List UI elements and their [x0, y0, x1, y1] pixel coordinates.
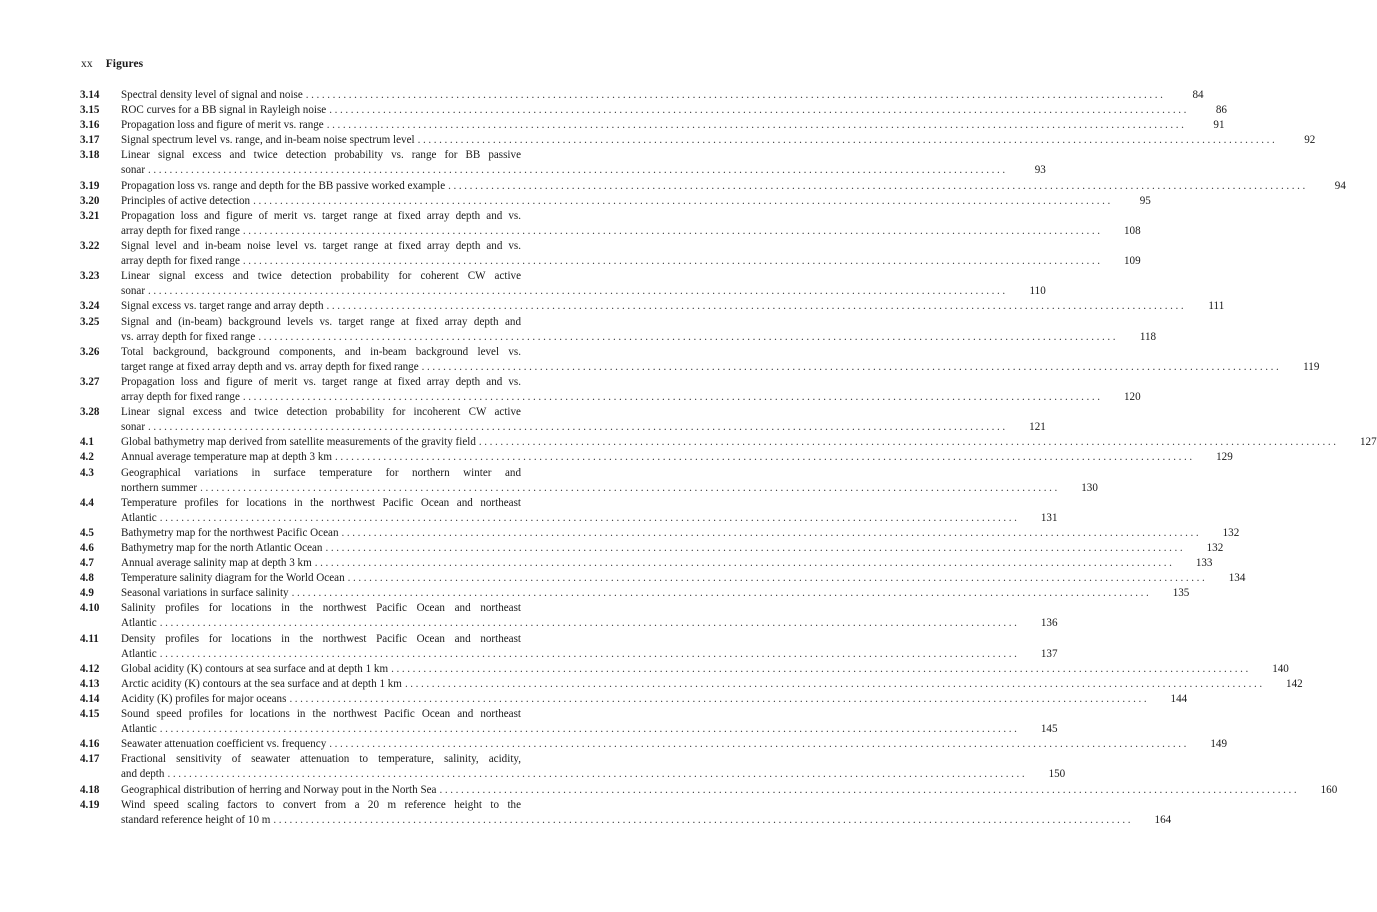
- caption-line: Signal and (in-beam) background levels vs. target range at fixed array depth and: [121, 315, 521, 328]
- figure-caption: [121, 601, 1058, 631]
- figure-number: 4.4: [80, 496, 94, 509]
- caption-line: Acidity (K) profiles for major oceans: [121, 693, 287, 705]
- caption-last-line: [121, 133, 1316, 148]
- figure-number: 3.20: [80, 194, 100, 207]
- caption-last-line: [121, 88, 1204, 103]
- dot-leader: ................................................................................................................................................................: [289, 693, 1150, 705]
- dot-leader: ................................................................................................................................................................: [200, 481, 1060, 494]
- page-number: 145: [1040, 723, 1058, 736]
- caption-last-line: [121, 481, 1098, 496]
- dot-leader: ................................................................................................................................................................: [335, 451, 1195, 464]
- page-number: 129: [1216, 451, 1233, 464]
- figure-number: 3.24: [80, 300, 100, 313]
- page-number: 137: [1040, 647, 1058, 660]
- dot-leader: ................................................................................................................................................................: [242, 390, 1103, 403]
- caption-last-line: [121, 616, 1058, 631]
- caption-line: Linear signal excess and twice detection probability for incoherent CW active: [121, 406, 521, 419]
- caption-last-line: [121, 662, 1289, 677]
- caption-line: Seasonal variations in surface salinity: [121, 587, 289, 600]
- figure-caption: [121, 209, 1141, 239]
- page-number: 134: [1228, 572, 1246, 585]
- figure-number: 4.11: [80, 632, 99, 645]
- dot-leader: ................................................................................................................................................................: [253, 194, 1113, 207]
- figure-number: 3.21: [80, 209, 100, 222]
- caption-last-line: [121, 254, 1141, 269]
- figure-number: 4.13: [80, 677, 100, 690]
- caption-line: Arctic acidity (K) contours at the sea surface and at depth 1 km: [121, 677, 402, 690]
- caption-line: Seawater attenuation coefficient vs. frequency: [121, 738, 327, 751]
- caption-last-line: [121, 541, 1224, 556]
- figure-number: 3.17: [80, 134, 100, 147]
- figure-caption: [121, 632, 1058, 662]
- caption-line: Temperature salinity diagram for the World Ocean: [121, 572, 345, 585]
- figure-caption: [121, 148, 1046, 178]
- caption-line: vs. array depth for fixed range: [121, 330, 256, 343]
- page-number: 133: [1195, 557, 1213, 570]
- figure-number: 4.9: [80, 587, 94, 600]
- dot-leader: ................................................................................................................................................................: [305, 89, 1166, 101]
- figure-number: 3.28: [80, 406, 100, 419]
- figure-number: 4.1: [80, 436, 94, 449]
- caption-last-line: [121, 284, 1046, 299]
- caption-line: Propagation loss and figure of merit vs. range: [121, 119, 324, 132]
- figure-caption: [121, 752, 1066, 782]
- caption-last-line: [121, 118, 1225, 133]
- dot-leader: ................................................................................................................................................................: [326, 300, 1187, 313]
- dot-leader: ................................................................................................................................................................: [439, 783, 1300, 796]
- figure-number: 3.18: [80, 149, 100, 162]
- dot-leader: ................................................................................................................................................................: [242, 255, 1103, 268]
- figure-number: 3.26: [80, 345, 100, 358]
- figure-number: 3.27: [80, 375, 100, 388]
- figure-caption: [121, 783, 1338, 798]
- page-number: 110: [1029, 285, 1046, 298]
- dot-leader: ................................................................................................................................................................: [341, 526, 1202, 539]
- caption-last-line: [121, 767, 1066, 782]
- figure-caption: [121, 88, 1204, 103]
- caption-last-line: [121, 450, 1233, 465]
- figure-caption: [121, 677, 1303, 692]
- caption-line: Signal spectrum level vs. range, and in-beam noise spectrum level: [121, 134, 415, 147]
- page-number: 111: [1208, 300, 1225, 313]
- page-number: 136: [1040, 617, 1058, 630]
- page-number: 160: [1320, 783, 1338, 796]
- figure-caption: [121, 269, 1046, 299]
- caption-last-line: [121, 556, 1213, 571]
- figure-caption: [121, 586, 1190, 601]
- dot-leader: ................................................................................................................................................................: [391, 662, 1251, 675]
- caption-last-line: [121, 330, 1157, 345]
- caption-line: Principles of active detection: [121, 194, 251, 207]
- figure-number: 3.23: [80, 270, 100, 283]
- caption-last-line: [121, 737, 1227, 752]
- dot-leader: ................................................................................................................................................................: [159, 647, 1020, 660]
- page-number: 119: [1303, 360, 1320, 373]
- page-number: 108: [1124, 224, 1141, 237]
- page-number: 135: [1172, 587, 1190, 600]
- caption-line: Geographical distribution of herring and Norway pout in the North Sea: [121, 783, 437, 796]
- page-number: 150: [1048, 768, 1066, 781]
- caption-last-line: [121, 677, 1303, 692]
- caption-line: array depth for fixed range: [121, 255, 240, 268]
- dot-leader: ................................................................................................................................................................: [258, 330, 1119, 343]
- caption-line: Sound speed profiles for locations in the northwest Pacific Ocean and northeast: [121, 708, 521, 721]
- caption-last-line: [121, 420, 1046, 435]
- page-number: 92: [1304, 134, 1316, 147]
- figure-caption: [121, 541, 1224, 556]
- figure-caption: [121, 315, 1157, 345]
- caption-line: Annual average salinity map at depth 3 km: [121, 557, 312, 570]
- page-number: 142: [1286, 677, 1303, 690]
- dot-leader: ................................................................................................................................................................: [159, 617, 1020, 630]
- figure-number: 4.12: [80, 662, 100, 675]
- page-number: 94: [1334, 179, 1346, 192]
- caption-last-line: [121, 224, 1141, 239]
- dot-leader: ................................................................................................................................................................: [242, 224, 1103, 237]
- dot-leader: ................................................................................................................................................................: [314, 557, 1175, 570]
- figure-number: 3.14: [80, 89, 100, 101]
- caption-line: Wind speed scaling factors to convert from a 20 m reference height to the: [121, 798, 521, 811]
- caption-line: northern summer: [121, 481, 198, 494]
- dot-leader: ................................................................................................................................................................: [325, 542, 1186, 554]
- caption-line: Spectral density level of signal and noise: [121, 89, 303, 101]
- page-number: 149: [1210, 738, 1227, 751]
- caption-last-line: [121, 194, 1151, 209]
- dot-leader: ................................................................................................................................................................: [326, 119, 1187, 132]
- dot-leader: ................................................................................................................................................................: [291, 587, 1152, 600]
- caption-line: Annual average temperature map at depth 3 km: [121, 451, 333, 464]
- figure-caption: [121, 375, 1141, 405]
- page-number: 127: [1360, 436, 1377, 449]
- figure-caption: [121, 239, 1141, 269]
- figure-caption: [121, 737, 1227, 752]
- figure-number: 3.15: [80, 104, 100, 117]
- figure-number: 3.19: [80, 179, 100, 192]
- page-number: 132: [1222, 526, 1240, 539]
- dot-leader: ................................................................................................................................................................: [148, 164, 1008, 177]
- figure-number: 3.16: [80, 119, 100, 132]
- caption-line: standard reference height of 10 m: [121, 813, 271, 826]
- page-number: 121: [1029, 421, 1046, 434]
- caption-line: array depth for fixed range: [121, 224, 240, 237]
- caption-last-line: [121, 783, 1338, 798]
- page-number: 91: [1213, 119, 1225, 132]
- caption-last-line: [121, 103, 1227, 118]
- figure-caption: [121, 556, 1213, 571]
- caption-last-line: [121, 526, 1240, 541]
- figure-number: 4.15: [80, 708, 100, 721]
- dot-leader: ................................................................................................................................................................: [159, 511, 1020, 524]
- page-number: 109: [1124, 255, 1141, 268]
- page-number: 131: [1040, 511, 1058, 524]
- figure-caption: [121, 692, 1188, 707]
- caption-last-line: [121, 722, 1058, 737]
- caption-line: Bathymetry map for the northwest Pacific Ocean: [121, 526, 339, 539]
- caption-last-line: [121, 647, 1058, 662]
- figure-caption: [121, 798, 1172, 828]
- dot-leader: ................................................................................................................................................................: [478, 436, 1339, 449]
- header-page-number: xx: [81, 58, 93, 70]
- caption-last-line: [121, 299, 1225, 314]
- dot-leader: ................................................................................................................................................................: [404, 677, 1265, 690]
- caption-line: Propagation loss and figure of merit vs. target range at fixed array depth and vs.: [121, 375, 521, 388]
- caption-line: sonar: [121, 164, 146, 177]
- figure-number: 4.18: [80, 783, 100, 796]
- caption-line: Density profiles for locations in the northwest Pacific Ocean and northeast: [121, 632, 521, 645]
- figure-caption: [121, 707, 1058, 737]
- figure-caption: [121, 496, 1058, 526]
- figure-caption: [121, 345, 1320, 375]
- caption-line: Atlantic: [121, 511, 157, 524]
- figure-caption: [121, 103, 1227, 118]
- dot-leader: ................................................................................................................................................................: [329, 104, 1189, 117]
- caption-line: Signal excess vs. target range and array depth: [121, 300, 324, 313]
- caption-last-line: [121, 571, 1246, 586]
- figure-caption: [121, 194, 1151, 209]
- figure-number: 4.5: [80, 526, 94, 539]
- caption-last-line: [121, 390, 1141, 405]
- caption-line: Total background, background components, and in-beam background level vs.: [121, 345, 521, 358]
- caption-line: Global bathymetry map derived from satellite measurements of the gravity field: [121, 436, 476, 449]
- caption-line: Atlantic: [121, 723, 157, 736]
- caption-line: Propagation loss vs. range and depth for the BB passive worked example: [121, 179, 446, 192]
- page-number: 86: [1215, 104, 1227, 117]
- dot-leader: ................................................................................................................................................................: [329, 738, 1189, 751]
- figure-number: 4.19: [80, 798, 100, 811]
- caption-line: sonar: [121, 421, 146, 434]
- dot-leader: ................................................................................................................................................................: [448, 179, 1308, 192]
- caption-last-line: [121, 360, 1320, 375]
- caption-line: Atlantic: [121, 647, 157, 660]
- figure-number: 3.25: [80, 315, 100, 328]
- page-number: 120: [1124, 390, 1141, 403]
- figure-caption: [121, 179, 1346, 194]
- figure-number: 4.14: [80, 693, 100, 705]
- caption-line: target range at fixed array depth and vs. array depth for fixed range: [121, 360, 419, 373]
- figure-caption: [121, 118, 1225, 133]
- page-number: 118: [1139, 330, 1157, 343]
- figure-caption: [121, 662, 1289, 677]
- caption-line: Signal level and in-beam noise level vs. target range at fixed array depth and vs.: [121, 240, 521, 252]
- figure-number: 4.7: [80, 557, 94, 570]
- figure-caption: [121, 526, 1240, 541]
- caption-line: and depth: [121, 768, 165, 781]
- figure-number: 4.2: [80, 451, 94, 464]
- figure-caption: [121, 133, 1316, 148]
- figure-caption: [121, 299, 1225, 314]
- page-number: 93: [1034, 164, 1046, 177]
- dot-leader: ................................................................................................................................................................: [159, 723, 1020, 736]
- caption-last-line: [121, 163, 1046, 178]
- page-number: 144: [1170, 693, 1188, 705]
- caption-line: Global acidity (K) contours at sea surface and at depth 1 km: [121, 662, 389, 675]
- caption-last-line: [121, 179, 1346, 194]
- dot-leader: ................................................................................................................................................................: [273, 813, 1134, 826]
- figure-caption: [121, 466, 1098, 496]
- figure-number: 4.6: [80, 542, 94, 554]
- caption-line: Propagation loss and figure of merit vs. target range at fixed array depth and vs.: [121, 209, 521, 222]
- caption-last-line: [121, 692, 1188, 707]
- figure-number: 4.17: [80, 753, 100, 766]
- caption-line: Fractional sensitivity of seawater attenuation to temperature, salinity, acidity,: [121, 753, 521, 766]
- figure-number: 4.10: [80, 602, 100, 615]
- dot-leader: ................................................................................................................................................................: [167, 768, 1028, 781]
- dot-leader: ................................................................................................................................................................: [417, 134, 1278, 147]
- caption-last-line: [121, 586, 1190, 601]
- caption-line: ROC curves for a BB signal in Rayleigh noise: [121, 104, 327, 117]
- figure-caption: [121, 435, 1377, 450]
- figure-number: 4.3: [80, 466, 94, 479]
- dot-leader: ................................................................................................................................................................: [148, 285, 1008, 298]
- figure-caption: [121, 450, 1233, 465]
- figure-number: 4.8: [80, 572, 94, 585]
- dot-leader: ................................................................................................................................................................: [148, 421, 1008, 434]
- page-number: 164: [1154, 813, 1172, 826]
- caption-line: Atlantic: [121, 617, 157, 630]
- caption-last-line: [121, 511, 1058, 526]
- figure-caption: [121, 571, 1246, 586]
- page-number: 84: [1192, 89, 1204, 101]
- caption-line: Linear signal excess and twice detection probability vs. range for BB passive: [121, 149, 521, 162]
- page-number: 132: [1206, 542, 1224, 554]
- figure-number: 4.16: [80, 738, 100, 751]
- caption-last-line: [121, 435, 1377, 450]
- figure-number: 3.22: [80, 240, 100, 252]
- figure-caption: [121, 405, 1046, 435]
- caption-line: array depth for fixed range: [121, 390, 240, 403]
- dot-leader: ................................................................................................................................................................: [421, 360, 1282, 373]
- caption-line: Geographical variations in surface temperature for northern winter and: [121, 466, 521, 479]
- dot-leader: ................................................................................................................................................................: [347, 572, 1208, 585]
- caption-last-line: [121, 813, 1172, 828]
- page-number: 140: [1272, 662, 1289, 675]
- header-title: Figures: [105, 58, 144, 70]
- page-number: 95: [1139, 194, 1151, 207]
- caption-line: Temperature profiles for locations in the northwest Pacific Ocean and northeast: [121, 496, 521, 509]
- caption-line: Linear signal excess and twice detection probability for coherent CW active: [121, 270, 521, 283]
- caption-line: Salinity profiles for locations in the northwest Pacific Ocean and northeast: [121, 602, 521, 615]
- caption-line: sonar: [121, 285, 146, 298]
- page-number: 130: [1081, 481, 1098, 494]
- caption-line: Bathymetry map for the north Atlantic Ocean: [121, 542, 323, 554]
